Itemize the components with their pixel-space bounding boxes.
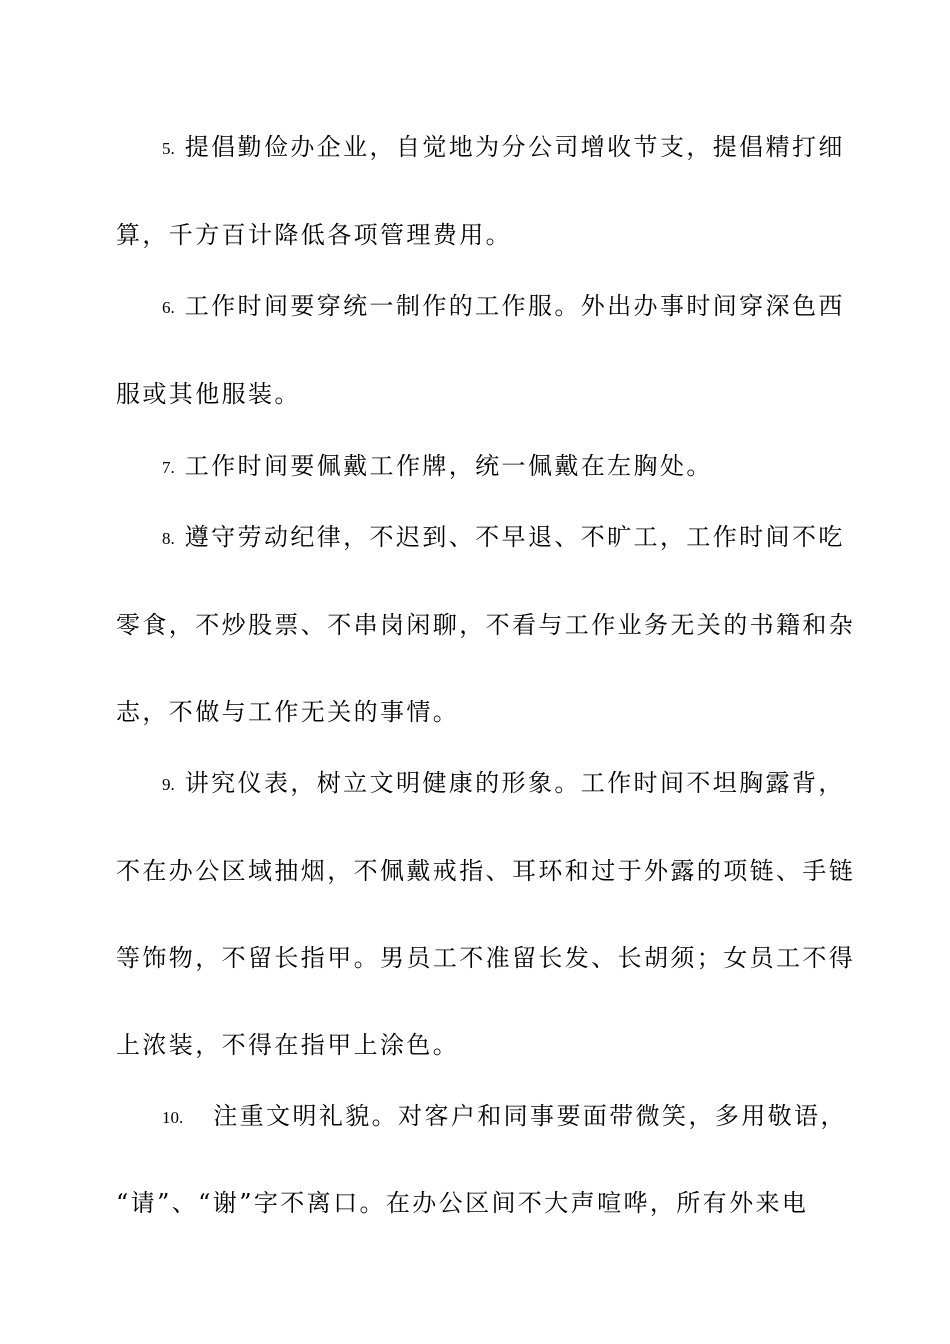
- paragraph-number: 10.: [162, 1108, 184, 1127]
- paragraph-6-line-1: [162, 290, 878, 324]
- paragraph-8-line-1: [162, 521, 878, 555]
- paragraph-number: 7.: [162, 458, 175, 477]
- paragraph-8-line-2: [116, 609, 856, 641]
- paragraph-text: 遵守劳动纪律，不迟到、不早退、不旷工，工作时间不吃: [184, 523, 845, 551]
- paragraph-text: 提倡勤俭办企业，自觉地为分公司增收节支，提倡精打细: [184, 133, 845, 161]
- paragraph-number: 6.: [162, 298, 175, 317]
- paragraph-text: 工作时间要穿统一制作的工作服。外出办事时间穿深色西: [184, 292, 845, 320]
- paragraph-text: 不在办公区域抽烟，不佩戴戒指、耳环和过于外露的项链、手链: [116, 857, 856, 885]
- paragraph-text: 讲究仪表，树立文明健康的形象。工作时间不坦胸露背，: [184, 769, 845, 797]
- paragraph-10-line-2: [116, 1187, 832, 1219]
- paragraph-text: “请”、“谢”字不离口。在办公区间不大声喧哗，所有外来电: [116, 1189, 809, 1217]
- paragraph-6-line-2: [116, 378, 832, 410]
- paragraph-text: 上浓装，不得在指甲上涂色。: [116, 1031, 460, 1059]
- paragraph-10-line-1: [162, 1100, 878, 1134]
- paragraph-8-line-3: [116, 696, 832, 728]
- paragraph-5-line-2: [116, 219, 832, 251]
- paragraph-5-line-1: [162, 131, 878, 165]
- paragraph-text: 算，千方百计降低各项管理费用。: [116, 221, 512, 249]
- paragraph-text: 注重文明礼貌。对客户和同事要面带微笑，多用敬语，: [213, 1102, 847, 1130]
- paragraph-text: 志，不做与工作无关的事情。: [116, 698, 460, 726]
- paragraph-text: 工作时间要佩戴工作牌，统一佩戴在左胸处。: [184, 452, 713, 480]
- paragraph-number: 8.: [162, 529, 175, 548]
- paragraph-number: 9.: [162, 775, 175, 794]
- paragraph-text: 服或其他服装。: [116, 380, 301, 408]
- paragraph-9-line-4: [116, 1029, 832, 1061]
- paragraph-9-line-2: [116, 855, 856, 887]
- paragraph-9-line-1: [162, 767, 878, 801]
- paragraph-7-line-1: [162, 450, 878, 484]
- paragraph-text: 零食，不炒股票、不串岗闲聊，不看与工作业务无关的书籍和杂: [116, 611, 856, 639]
- paragraph-text: 等饰物，不留长指甲。男员工不准留长发、长胡须；女员工不得: [116, 944, 856, 972]
- paragraph-number: 5.: [162, 139, 175, 158]
- paragraph-9-line-3: [116, 942, 856, 974]
